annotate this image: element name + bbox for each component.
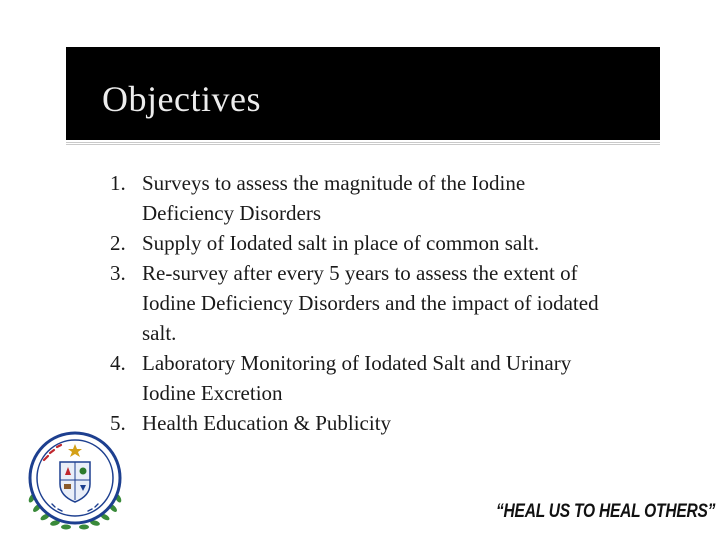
objective-item [110, 408, 610, 438]
objective-text: Surveys to assess the magnitude of the Iodine Deficiency Disorders [142, 171, 526, 225]
objective-text: Health Education & Publicity [142, 411, 392, 435]
objective-item [110, 168, 610, 228]
objective-number: 3. [110, 261, 126, 285]
college-logo [22, 428, 128, 534]
objective-text: Laboratory Monitoring of Iodated Salt and Urinary Iodine Excretion [142, 351, 572, 405]
objective-number: 5. [110, 411, 126, 435]
title-bar [66, 47, 660, 140]
objective-text: Supply of Iodated salt in place of common salt. [142, 231, 540, 255]
objectives-list [110, 168, 610, 438]
objective-text: Re-survey after every 5 years to assess the extent of Iodine Deficiency Disorders and the impact of iodated salt. [142, 261, 599, 345]
objective-number: 4. [110, 351, 126, 375]
objective-number: 2. [110, 231, 126, 255]
objective-number: 1. [110, 171, 126, 195]
slide-title: Objectives [102, 79, 261, 119]
title-divider [66, 142, 660, 145]
objective-item [110, 228, 610, 258]
objective-item [110, 258, 610, 348]
objective-item [110, 348, 610, 408]
motto-text: “HEAL US TO HEAL OTHERS” [496, 501, 716, 522]
